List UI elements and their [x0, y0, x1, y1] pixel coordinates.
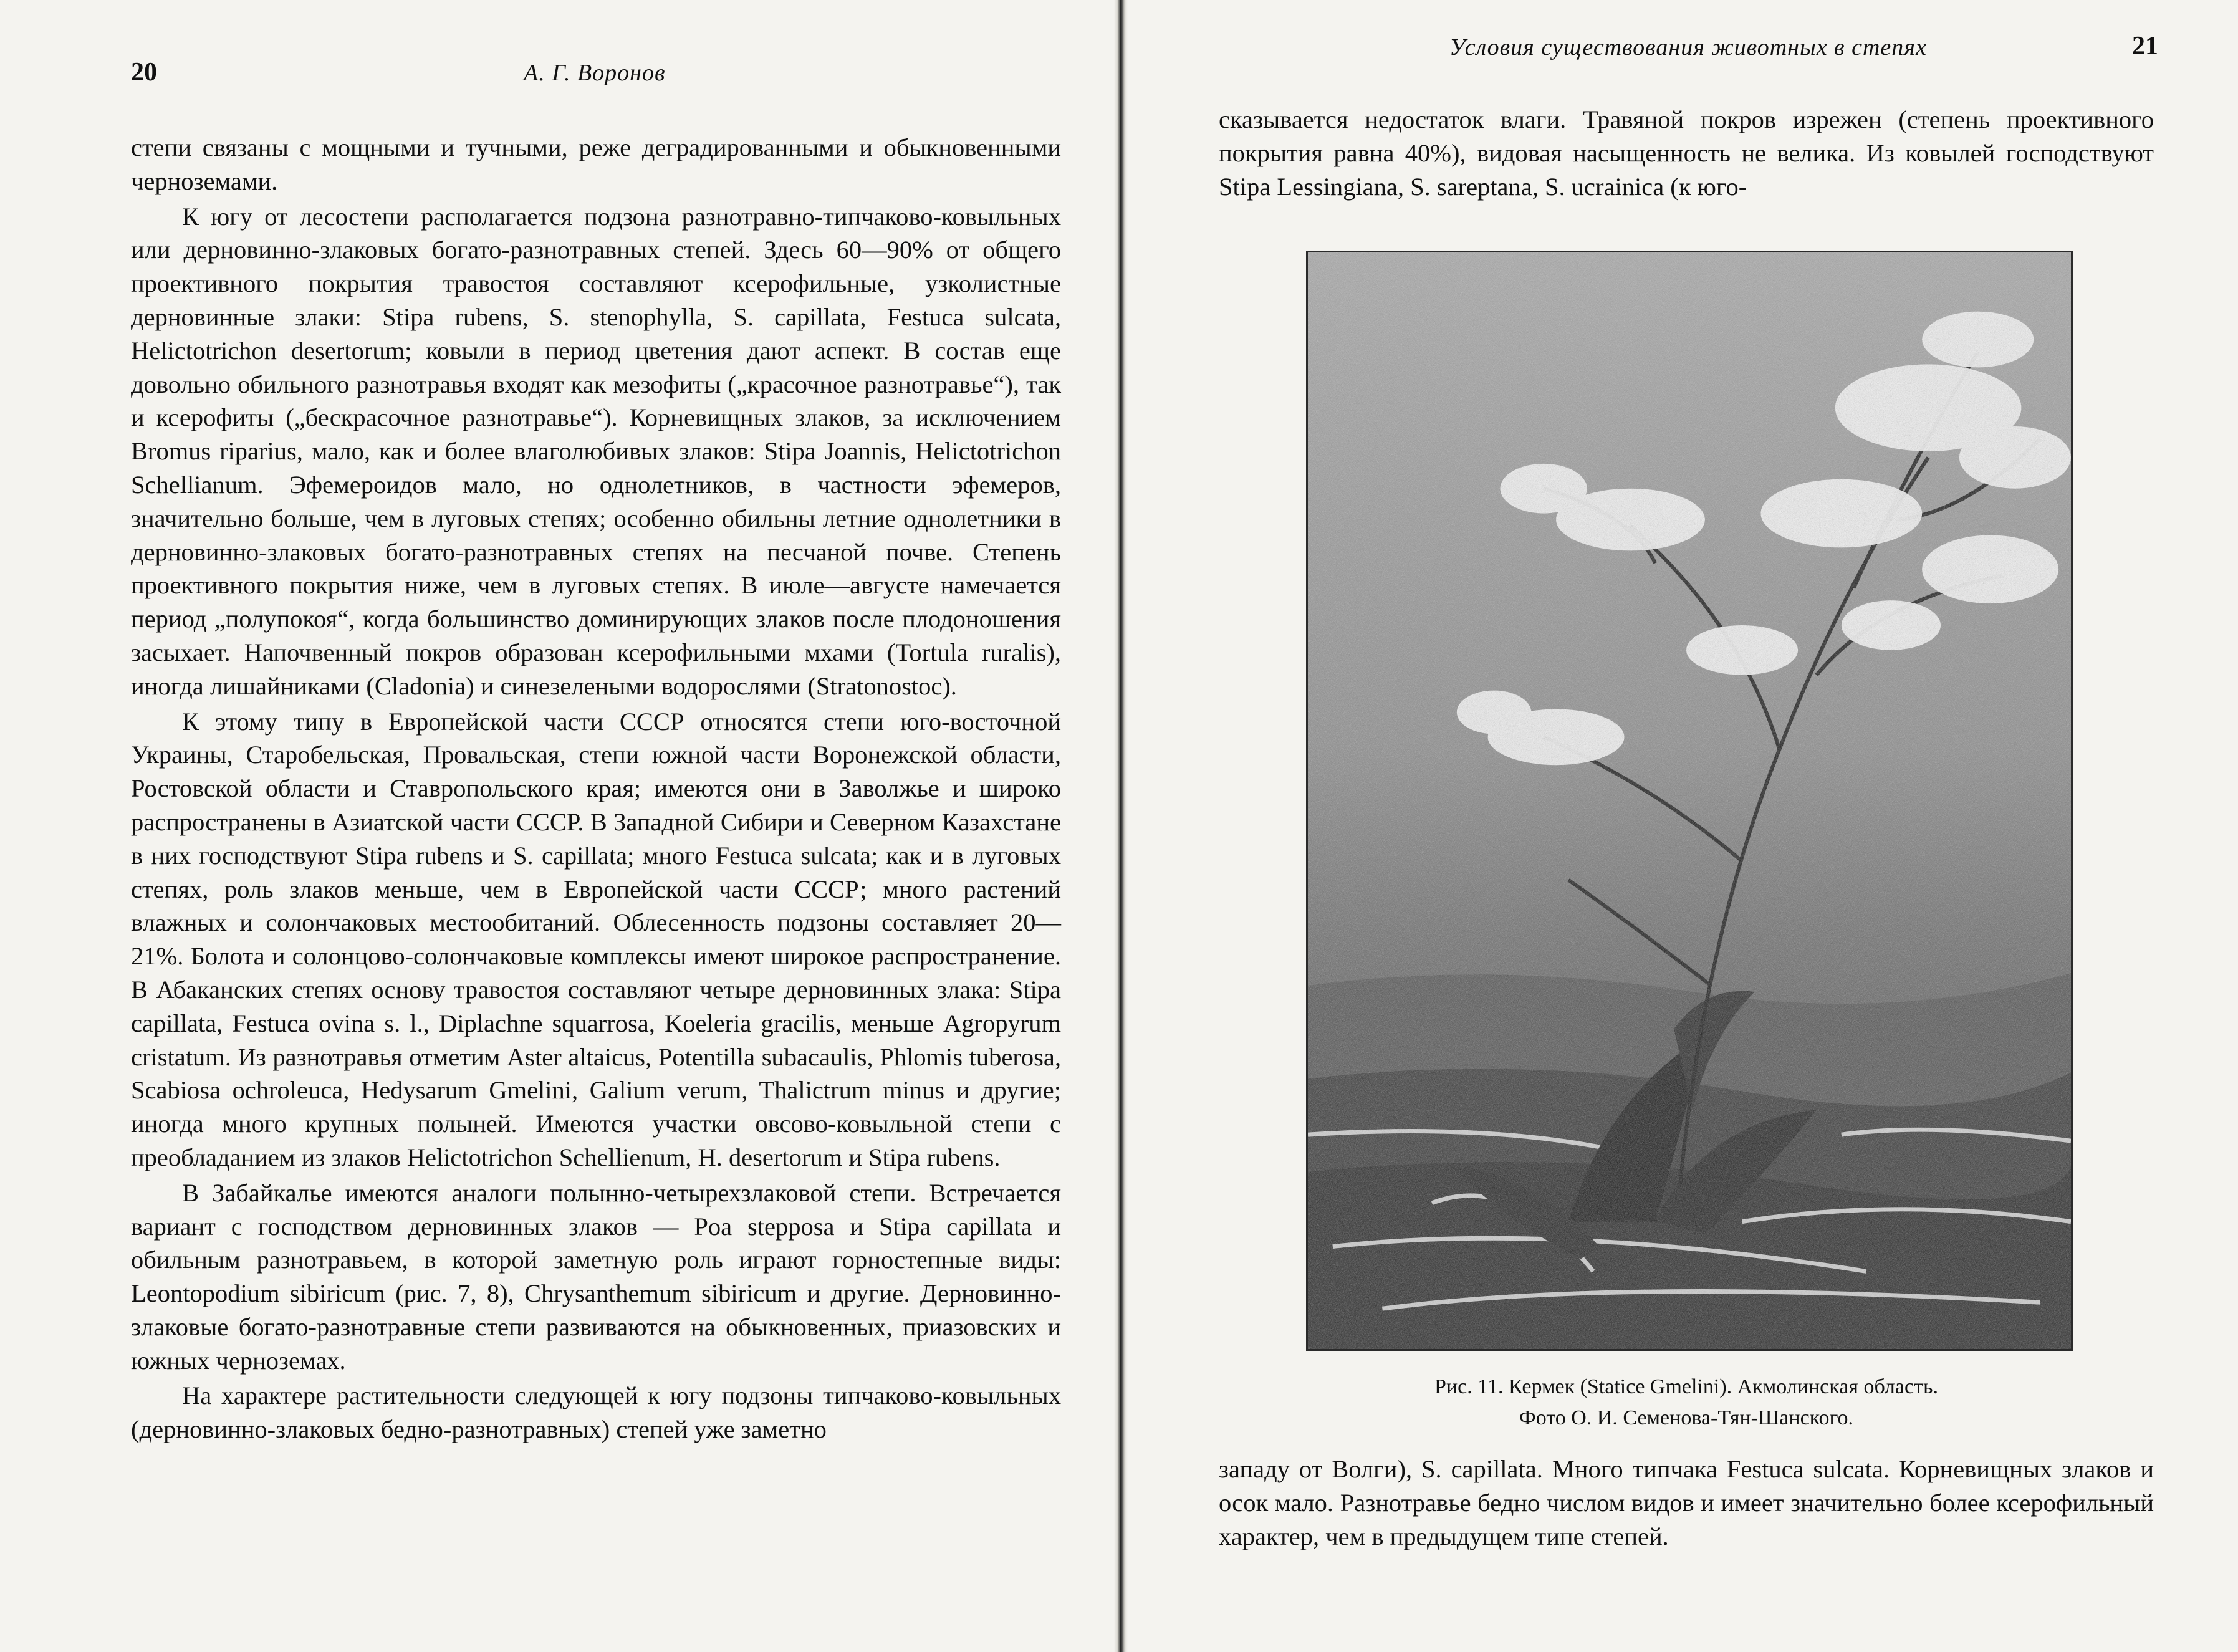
left-page [0, 0, 1116, 1652]
right-bottom-text [1219, 1453, 2154, 1553]
left-paragraph-2: К югу от лесостепи располагается подзона разнотравно-типчаково-ковыльных или дерновинно-злаковых богато-разнотравных степей. Здесь 60—90% от общего проективного покрытия травостоя составляют ксерофильные, узколистные дерновинные злаки: Stipa rubens, S. stenophylla, S. capillata, Festuca sulcata, Helictotrichon desertorum; ковыли в период цветения дают аспект. В состав еще довольно обильного разнотравья входят как мезофиты („красочное разнотравье“), так и ксерофиты („бескрасочное разнотравье“). Корневищных злаков, за исключением Bromus riparius, мало, как и более влаголюбивых злаков: Stipa Joannis, Helictotrichon Schellianum. Эфемероидов мало, но однолетников, в частности эфемеров, значительно больше, чем в луговых степях; особенно обильны летние однолетники в дерновинно-злаковых богато-разнотравных степях на песчаной почве. Степень проективного покрытия ниже, чем в луговых степях. В июле—августе намечается период „полупокоя“, когда большинство доминирующих злаков после плодоношения засыхает. Напочвенный покров образован ксерофильными мхами (Tortula ruralis), иногда лишайниками (Cladonia) и синезелеными водорослями (Stratonostoc). [131, 202, 1061, 700]
right-top-paragraph: сказывается недостаток влаги. Травяной покров изрежен (степень проективного покрытия равна 40%), видовая насыщенность не велика. Из ковылей господствуют Stipa Lessingiana, S. sareptana, S. ucrainica (к юго- [1219, 105, 2154, 201]
left-running-head: А. Г. Воронов [524, 60, 666, 86]
left-page-number: 20 [131, 58, 157, 87]
left-paragraph-5: На характере растительности следующей к югу подзоны типчаково-ковыльных (дерновинно-злаковых бедно-разнотравных) степей уже заметно [131, 1381, 1061, 1444]
right-bottom-paragraph: западу от Волги), S. capillata. Много типчака Festuca sulcata. Корневищных злаков и осок мало. Разнотравье бедно числом видов и имеет значительно более ксерофильный характер, чем в предыдущем типе степей. [1219, 1455, 2154, 1550]
right-top-text [1219, 103, 2154, 203]
left-paragraph-4: В Забайкалье имеются аналоги полынно-четырехзлаковой степи. Встречается вариант с господством дерновинных злаков — Poa stepposa и Stipa capillata и обильным разнотравьем, в которой заметную роль играют горностепные виды: Leontopodium sibiricum (рис. 7, 8), Chrysanthemum sibiricum и другие. Дерновинно-злаковые богато-разнотравные степи развиваются на обыкновенных, приазовских и южных черноземах. [131, 1178, 1061, 1375]
left-paragraph-3: К этому типу в Европейской части СССР относятся степи юго-восточной Украины, Старобельская, Провальская, степи южной части Воронежской области, Ростовской области и Ставропольского края; имеются они в Заволжье и широко распространены в Азиатской части СССР. В Западной Сибири и Северном Казахстане в них господствуют Stipa rubens и S. capillata; много Festuca sulcata; как и в луговых степях, роль злаков меньше, чем в Европейской части СССР; много растений влажных и солончаковых местообитаний. Облесенность подзоны составляет 20—21%. Болота и солонцово-солончаковые комплексы имеют широкое распространение. В Абаканских степях основу травостоя составляют четыре дерновинных злака: Stipa capillata, Festuca ovina s. l., Diplachne squarrosa, Koeleria gracilis, меньше Agropyrum cristatum. Из разнотравья отметим Aster altaicus, Potentilla subacaulis, Phlomis tuberosa, Scabiosa ochroleuca, Hedysarum Gmelini, Galium verum, Thalictrum minus и другие; иногда много крупных полыней. Имеются участки овсово-ковыльной степи с преобладанием из злаков Helictotrichon Schellienum, H. desertorum и Stipa rubens. [131, 707, 1061, 1171]
kermek-plant-photo-icon [1308, 252, 2071, 1349]
figure-photo [1306, 251, 2073, 1351]
caption-line-2: Фото О. И. Семенова-Тян-Шанского. [1519, 1406, 1854, 1429]
right-running-head: Условия существования животных в степях [1449, 34, 1927, 60]
left-body-text [131, 131, 1061, 1446]
right-page-number: 21 [2132, 32, 2158, 60]
caption-line-1: Рис. 11. Кермек (Statice Gmelini). Акмолинская область. [1434, 1375, 1938, 1398]
left-paragraph-1: степи связаны с мощными и тучными, реже деградированными и обыкновенными черноземами. [131, 133, 1061, 195]
figure-caption [1219, 1371, 2154, 1434]
